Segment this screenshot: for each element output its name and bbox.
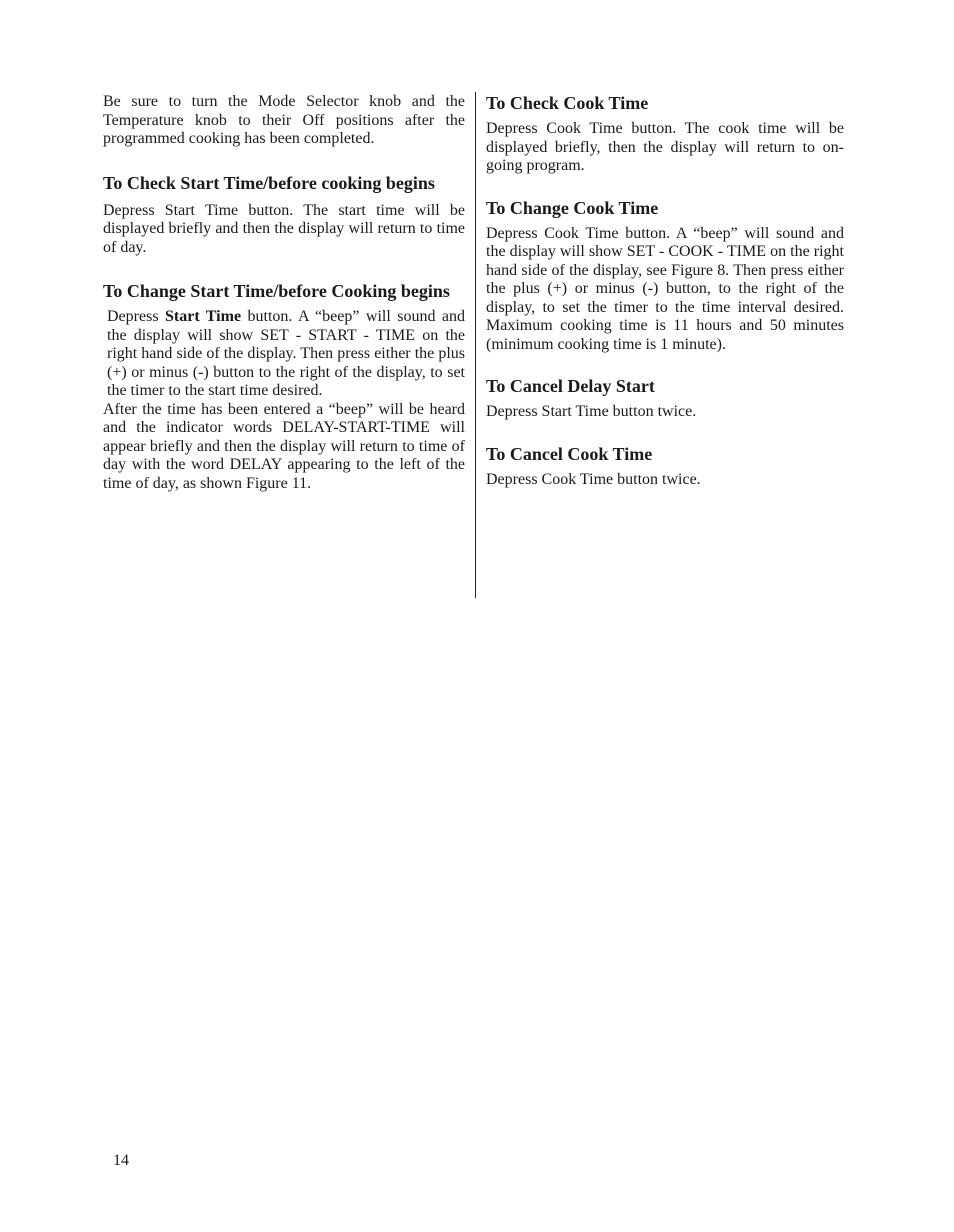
left-column — [103, 93, 465, 493]
intro-paragraph: Be sure to turn the Mode Selector knob and the Temperature knob to their Off positions after the programmed cooking has been completed. — [103, 93, 465, 147]
change-start-time-body-2: After the time has been entered a “beep” will be heard and the indicator words DELAY-START-TIME will appear briefly and then the display will return to time of day with the word DELAY appearing to the left of the time of day, as shown Figure 11. — [103, 400, 465, 492]
right-column — [486, 93, 844, 489]
change-start-rest: button. A “beep” will sound and the display will show SET - START - TIME on the right hand side of the display. Then press either the plus (+) or minus (-) button to the right of the display, to set the timer to the start time desired. — [107, 308, 466, 399]
cancel-cook-time-heading: To Cancel Cook Time — [486, 443, 653, 464]
start-time-bold-label: Start Time — [164, 308, 242, 325]
change-cook-time-body: Depress Cook Time button. A “beep” will sound and the display will show SET - COOK - TIME on the right hand side of the display, see Figure 8. Then press either the plus (+) or minus (-) button, to the right of the display, to set the timer to the time interval desired. Maximum cooking time is 11 hours and 50 minutes (minimum cooking time is 1 minute). — [486, 224, 844, 353]
cancel-delay-start-body: Depress Start Time button twice. — [486, 403, 697, 420]
check-start-time-body: Depress Start Time button. The start time will be displayed briefly and then the display will return to time of day. — [103, 201, 465, 256]
cancel-delay-start-heading: To Cancel Delay Start — [486, 376, 655, 396]
column-divider — [475, 92, 476, 598]
cancel-cook-time-body: Depress Cook Time button twice. — [486, 470, 701, 488]
check-cook-time-heading: To Check Cook Time — [486, 93, 649, 113]
check-cook-time-body: Depress Cook Time button. The cook time will be displayed briefly, then the display will return to on-going program. — [486, 120, 844, 174]
change-start-time-heading: To Change Start Time/before Cooking begins — [103, 281, 450, 301]
change-start-prefix: Depress — [107, 308, 165, 325]
check-start-time-heading: To Check Start Time/before cooking begins — [103, 172, 435, 193]
change-start-time-body — [103, 308, 465, 401]
change-cook-time-heading: To Change Cook Time — [486, 197, 659, 218]
page-number: 14 — [113, 1152, 129, 1169]
